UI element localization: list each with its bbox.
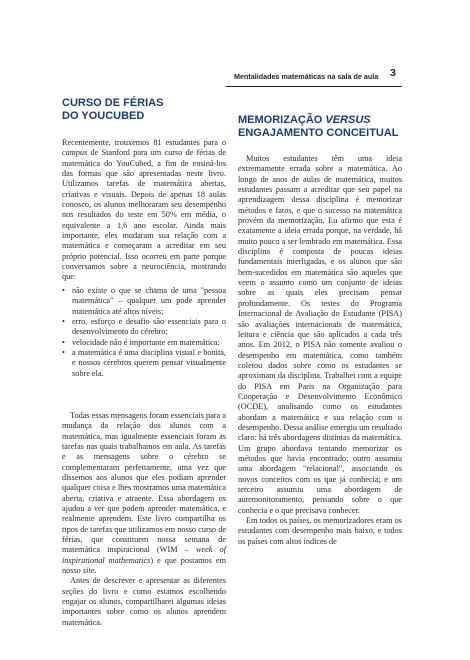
text-run: Antes de descrever e apresentar as diferentes seções do livro e como estamos escolhendo engajar os alunos, compartilharei algumas ideias importantes sobre como os alunos aprendem matemática.: [62, 576, 226, 627]
right-column: [238, 97, 402, 547]
list-item: [62, 348, 226, 379]
italic-term: week of inspirational mathematics: [62, 545, 227, 565]
bullet-icon: •: [62, 347, 65, 357]
running-title: Mentalidades matemáticas na sala de aula: [234, 72, 379, 81]
italic-term: campus: [62, 148, 88, 158]
heading-italic-versus: VERSUS: [325, 114, 371, 126]
list-item-text: a matemática é uma disciplina visual e bonita, e nossos cérebros querem pensar visualmente sobre ela.: [72, 347, 226, 378]
text-run: ) e que postamos em nosso: [62, 555, 226, 576]
page-number: 3: [390, 67, 396, 79]
list-item: [62, 286, 226, 317]
paragraph-spacer: [62, 379, 226, 411]
heading-line-1: MEMORIZAÇÃO: [238, 114, 326, 126]
list-item-text: não existe o que se chama de uma "pessoa matemática" – qualquer um pode aprender matemática até altos níveis;: [72, 285, 226, 316]
body-paragraph-continued: [62, 576, 226, 628]
body-paragraph: Em todos os países, os memorizadores eram os estudantes com desempenho mais baixo, e todos os países com altos índices de: [238, 516, 402, 546]
heading-line-2: ENGAJAMENTO CONCEITUAL: [238, 126, 399, 139]
list-item: [62, 317, 226, 338]
bullet-icon: •: [62, 316, 65, 326]
text-run: .: [94, 566, 97, 576]
text-run: Todas essas mensagens foram essenciais para a mudança da relação dos alunos com a matemática, mas igualmente essenciais foram as tarefas nas quais trabalhamos em aula. As tarefas e as mensagens sobre o cérebro se complementaram perfeitamente, uma vez que dissemos aos alunos que eles podiam aprender qualquer coisa e lhes mostramos uma matemática aberta, criativa e atraente. Essa abordagem os ajudou a ver que podem aprender matemática, e realmente aprendem. Este livro compartilha os tipos de tarefas que utilizamos em nosso curso de férias, que constituem nossa semana de matemática inspiracional (WIM –: [62, 410, 226, 555]
body-paragraph: [62, 138, 226, 283]
left-column: [62, 97, 226, 628]
list-item-text: erro, esforço e desafio são essenciais para o desenvolvimento do cérebro;: [72, 316, 226, 337]
bullet-icon: •: [62, 337, 65, 347]
italic-term: site: [82, 566, 95, 576]
neuroscience-bullet-list: [62, 286, 226, 379]
heading-line-2: DO YOUCUBED: [62, 109, 145, 122]
heading-line-1: CURSO DE FÉRIAS: [62, 97, 164, 109]
body-paragraph: [62, 411, 226, 577]
body-paragraph: Muitos estudantes têm uma ideia extremamente errada sobre a matemática. Ao longo de anos de aulas de matemática, muitos estudantes passam a acreditar que seu papel na aprendizagem dessa disciplina é memorizar métodos e fatos, e que o sucesso na matemática provém da memorização. Eu afirmo que esta é exatamente a ideia errada porque, na verdade, há muito pouco a ser lembrado em matemática. Essa disciplina é composta de poucas ideias fundamentais interligadas, e os alunos que são bem-sucedidos em matemática são aqueles que veem o assunto como um conjunto de ideias sobre as quais eles precisam pensar profundamente. Os testes do Programa Internacional de Avaliação do Estudante (PISA) são avaliações internacionais de matemática, leitura e ciência que são aplicados a cada três anos. Em 2012, o PISA não somente avaliou o desempenho em matemática, como também coletou dados sobre como os estudantes se aproximam da disciplina. Trabalhei com a equipe do PISA em Paris na Organização para Cooperação e Desenvolvimento Econômico (OCDE), analisando como os estudantes abordam a matemática e sua relação com o desempenho. Dessa análise emergiu um resultado claro: há três abordagens distintas da matemática. Um grupo abordava tentando memorizar os métodos que havia encontrado; outro assumiu uma abordagem "relacional", associando os novos conceitos com os que já conhecia; e um terceiro assumiu uma abordagem de autemonitoramento, pensando sobre o que conhecia e o que precisava conhecer.: [238, 154, 402, 515]
running-header: [226, 70, 402, 87]
list-item: [62, 338, 226, 348]
section-heading-memorizacao-versus-engajamento: [238, 114, 402, 139]
text-run: de Stanford para um curso de férias de matemática do YouCubed, a fim de ensiná-los das formas que são apresentadas neste livro. Utilizamos tarefas de matemática abertas, criativas e visuais. Depois de apenas 18 aulas conosco, os alunos melhoraram seu desempenho nos resultados do teste em 50% em média, o equivalente a 1,6 ano escolar. Ainda mais importante, eles mudaram sua relação com a matemática e começaram a acreditar em seu próprio potencial. Isso ocorreu em parte porque conversamos sobre a neurociência, mostrando que:: [62, 148, 226, 282]
text-run: Recentemente, trouxemos 81 estudantes para o: [62, 138, 226, 147]
bullet-icon: •: [62, 285, 65, 295]
list-item-text: velocidade não é importante em matemática;: [72, 337, 220, 347]
section-heading-curso-de-ferias: [62, 97, 226, 122]
